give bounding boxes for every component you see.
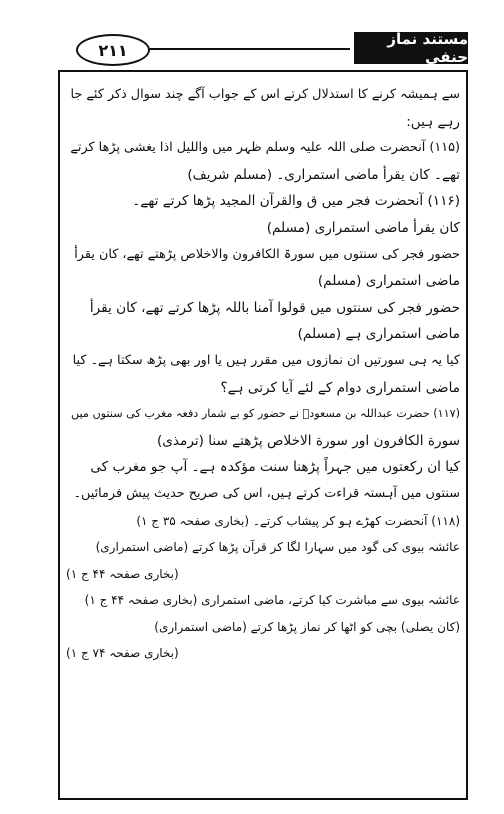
text-line: ماضی استمراری ہے (مسلم)	[297, 326, 460, 343]
text-line: کان یقرأ ماضی استمراری (مسلم)	[266, 219, 460, 236]
citation-line: (بخاری صفحہ ۴۴ ج ۱)	[66, 566, 179, 581]
text-line: عائشہ بیوی کی گود میں سہارا لگا کر قرآن پڑھا کرتے (ماضی استمراری)	[95, 540, 460, 555]
text-line: حضور فجر کی سنتوں میں قولوا آمنا باللہ پڑھا کرتے تھے، کان یقرأ	[89, 299, 460, 316]
text-line: تھے۔ کان یقرأ ماضی استمراری۔ (مسلم شریف)	[187, 166, 460, 183]
text-line: سے ہمیشہ کرنے کا استدلال کرتے اس کے جواب آگے چند سوال ذکر کئے جا	[70, 87, 460, 102]
question-line: کیا یہ ہی سورتیں ان نمازوں میں مقرر ہیں یا اور بھی پڑھ سکتا ہے۔ کیا	[72, 352, 460, 368]
hadith-118-line: (۱۱۸) آنحضرت کھڑے ہو کر پیشاب کرتے۔ (بخاری صفحہ ۳۵ ج ۱)	[136, 513, 460, 528]
page-body	[66, 82, 460, 667]
book-title: مستند نماز حنفی	[354, 32, 468, 64]
text-line: (کان یصلی) بچی کو اٹھا کر نماز پڑھا کرتے (ماضی استمراری)	[154, 619, 460, 634]
text-line: ماضی استمراری (مسلم)	[317, 273, 460, 290]
citation-line: (بخاری صفحہ ۷۴ ج ۱)	[66, 646, 179, 661]
text-line: عائشہ بیوی سے مباشرت کیا کرتے، ماضی استمراری (بخاری صفحہ ۴۴ ج ۱)	[84, 593, 460, 608]
text-line: رہے ہیں:	[406, 113, 460, 130]
page-number: ۲۱۱	[76, 34, 150, 66]
text-line: حضور فجر کی سنتوں میں سورۃ الکافرون والاخلاص پڑھتے تھے، کان یقرأ	[74, 246, 460, 262]
question-line: ماضی استمراری دوام کے لئے آیا کرتی ہے؟	[220, 379, 460, 396]
hadith-117-line: (۱۱۷) حضرت عبداللہ بن مسعودؓ نے حضور کو بے شمار دفعہ مغرب کی سنتوں میں	[71, 407, 460, 421]
hadith-116-line: (۱۱۶) آنحضرت فجر میں ق والقرآن المجيد پڑھا کرتے تھے۔	[132, 193, 460, 210]
question-line: سنتوں میں آہستہ قراءت کرتے ہیں، اس کی صریح حدیث پیش فرمائیں۔	[73, 485, 460, 501]
header-rule	[148, 48, 350, 50]
hadith-115-line: (۱۱۵) آنحضرت صلی اللہ علیہ وسلم ظہر میں والليل اذا يغشی پڑھا کرتے	[70, 140, 460, 156]
page-header	[58, 30, 468, 66]
text-line: سورة الكافرون اور سورة الاخلاص پڑھتے سنا (ترمذی)	[156, 432, 460, 449]
question-line: کیا ان رکعتوں میں جہراً پڑھنا سنت مؤکدہ ہے۔ آپ جو مغرب کی	[90, 459, 460, 476]
